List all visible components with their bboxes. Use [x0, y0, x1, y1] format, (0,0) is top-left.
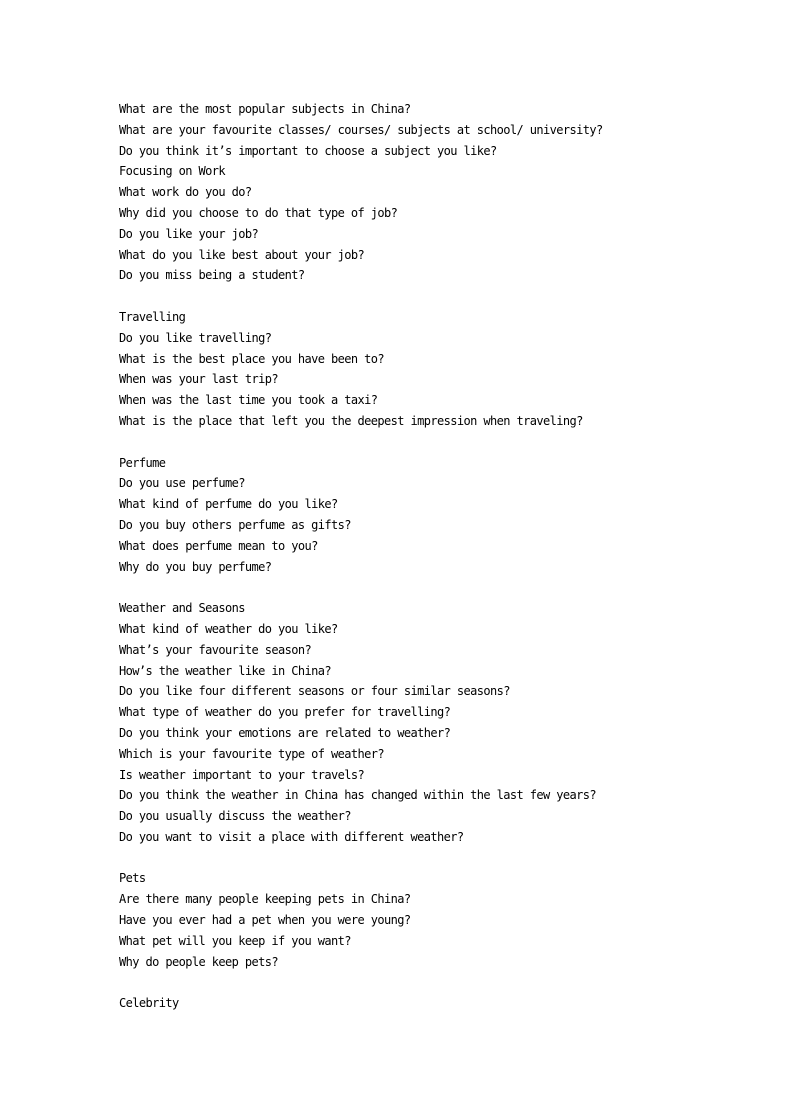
question-line: Have you ever had a pet when you were young? [119, 913, 411, 928]
question-line: Do you think the weather in China has changed within the last few years? [119, 788, 596, 803]
section-heading-weather: Weather and Seasons [119, 601, 245, 616]
question-line: Do you buy others perfume as gifts? [119, 517, 351, 532]
question-line: When was the last time you took a taxi? [119, 393, 378, 408]
blank-line [119, 286, 759, 307]
question-line: What pet will you keep if you want? [119, 933, 351, 948]
question-line: When was your last trip? [119, 372, 278, 387]
blank-line [119, 577, 759, 598]
question-line: What’s your favourite season? [119, 642, 312, 657]
question-line: Do you use perfume? [119, 476, 245, 491]
section-heading-travelling: Travelling [119, 309, 186, 324]
question-line: Do you think your emotions are related to weather? [119, 725, 451, 740]
question-line: Do you like travelling? [119, 330, 272, 345]
blank-line [119, 848, 759, 869]
section-heading-perfume: Perfume [119, 455, 166, 470]
question-line: Are there many people keeping pets in China? [119, 892, 411, 907]
question-line: Do you usually discuss the weather? [119, 809, 351, 824]
question-line: Do you want to visit a place with different weather? [119, 829, 464, 844]
question-line: Which is your favourite type of weather? [119, 746, 384, 761]
question-line: What type of weather do you prefer for travelling? [119, 705, 451, 720]
question-line: Do you think it’s important to choose a subject you like? [119, 143, 497, 158]
question-line: Why do people keep pets? [119, 954, 278, 969]
blank-line [119, 432, 759, 453]
question-line: Do you like your job? [119, 226, 259, 241]
question-line: What are the most popular subjects in China? [119, 102, 411, 116]
question-line: Do you miss being a student? [119, 268, 305, 283]
question-line: What do you like best about your job? [119, 247, 365, 262]
question-line: What is the place that left you the deepest impression when traveling? [119, 413, 583, 428]
question-line: What work do you do? [119, 185, 252, 200]
question-line: Do you like four different seasons or four similar seasons? [119, 684, 510, 699]
question-line: What are your favourite classes/ courses/ subjects at school/ university? [119, 122, 603, 137]
question-line: Why did you choose to do that type of job? [119, 205, 398, 220]
question-line: What kind of weather do you like? [119, 621, 338, 636]
section-heading-pets: Pets [119, 871, 146, 886]
question-line: What is the best place you have been to? [119, 351, 384, 366]
section-heading-celebrity: Celebrity [119, 996, 179, 1011]
question-line: What kind of perfume do you like? [119, 497, 338, 512]
question-line: Is weather important to your travels? [119, 767, 365, 782]
question-line: How’s the weather like in China? [119, 663, 331, 678]
blank-line [119, 972, 759, 993]
question-list [119, 99, 759, 1014]
section-heading-work: Focusing on Work [119, 164, 225, 179]
question-line: Why do you buy perfume? [119, 559, 272, 574]
question-line: What does perfume mean to you? [119, 538, 318, 553]
